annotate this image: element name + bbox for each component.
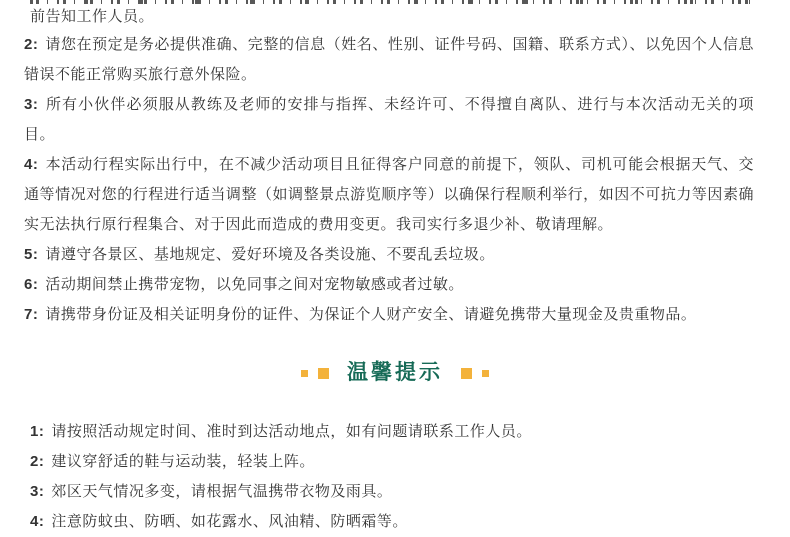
tips-item-4-text: 注意防蚊虫、防晒、如花露水、风油精、防晒霜等。 (51, 513, 408, 530)
tips-item-4 (30, 507, 754, 537)
notice-item-6-text: 活动期间禁止携带宠物，以免同事之间对宠物敏感或者过敏。 (45, 276, 464, 293)
notice-item-4-text: 本活动行程实际出行中，在不减少活动项目且征得客户同意的前提下，领队、司机可能会根据天气、交通等情况对您的行程进行适当调整（如调整景点游览顺序等）以确保行程顺利举行，如因不可抗力等因素确实无法执行原行程集合、对于因此而造成的费用变更。我司实行多退少补、敬请理解。 (24, 156, 754, 233)
notice-item-7-text: 请携带身份证及相关证明身份的证件、为保证个人财产安全、请避免携带大量现金及贵重物品。 (45, 306, 697, 323)
notice-item-5-text: 请遵守各景区、基地规定、爱好环境及各类设施、不要乱丢垃圾。 (45, 246, 495, 263)
tips-item-2 (30, 447, 754, 477)
tips-item-3-number: 3: (30, 483, 45, 500)
tips-item-1-number: 1: (30, 423, 45, 440)
tips-item-2-number: 2: (30, 453, 45, 470)
notice-item-4 (24, 150, 754, 240)
notice-item-7-number: 7: (24, 306, 39, 323)
deco-square-small-right-icon (482, 370, 489, 377)
deco-square-big-left-icon (318, 368, 329, 379)
tips-item-1-text: 请按照活动规定时间、准时到达活动地点，如有问题请联系工作人员。 (51, 423, 532, 440)
notice-item-3-text: 所有小伙伴必须服从教练及老师的安排与指挥、未经许可、不得擅自离队、进行与本次活动无关的项目。 (24, 96, 754, 143)
tips-item-1 (30, 417, 754, 447)
notice-item-6-number: 6: (24, 276, 39, 293)
tips-heading (0, 362, 790, 384)
tips-item-3 (30, 477, 754, 507)
tips-item-2-text: 建议穿舒适的鞋与运动装，轻装上阵。 (51, 453, 315, 470)
notice-item-3-number: 3: (24, 96, 39, 113)
notice-item-2-number: 2: (24, 36, 39, 53)
notice-item-5-number: 5: (24, 246, 39, 263)
notice-item-2-text: 请您在预定是务必提供准确、完整的信息（姓名、性别、证件号码、国籍、联系方式）、以免因个人信息错误不能正常购买旅行意外保险。 (24, 36, 754, 83)
tips-item-4-number: 4: (30, 513, 45, 530)
deco-square-small-left-icon (301, 370, 308, 377)
notice-item-5 (24, 240, 754, 270)
tips-item-3-text: 郊区天气情况多变，请根据气温携带衣物及雨具。 (51, 483, 393, 500)
clipped-text-remnant (30, 0, 756, 4)
tips-heading-text: 温馨提示 (347, 361, 443, 384)
notice-item-1-continuation-text: 前告知工作人员。 (30, 8, 155, 25)
deco-square-big-right-icon (461, 368, 472, 379)
notice-item-4-number: 4: (24, 156, 39, 173)
tips-section (0, 417, 790, 537)
notice-item-1-continuation (24, 4, 754, 30)
notice-item-7 (24, 300, 754, 330)
notice-item-3 (24, 90, 754, 150)
notice-item-6 (24, 270, 754, 300)
notice-item-2 (24, 30, 754, 90)
notice-section (0, 4, 790, 330)
